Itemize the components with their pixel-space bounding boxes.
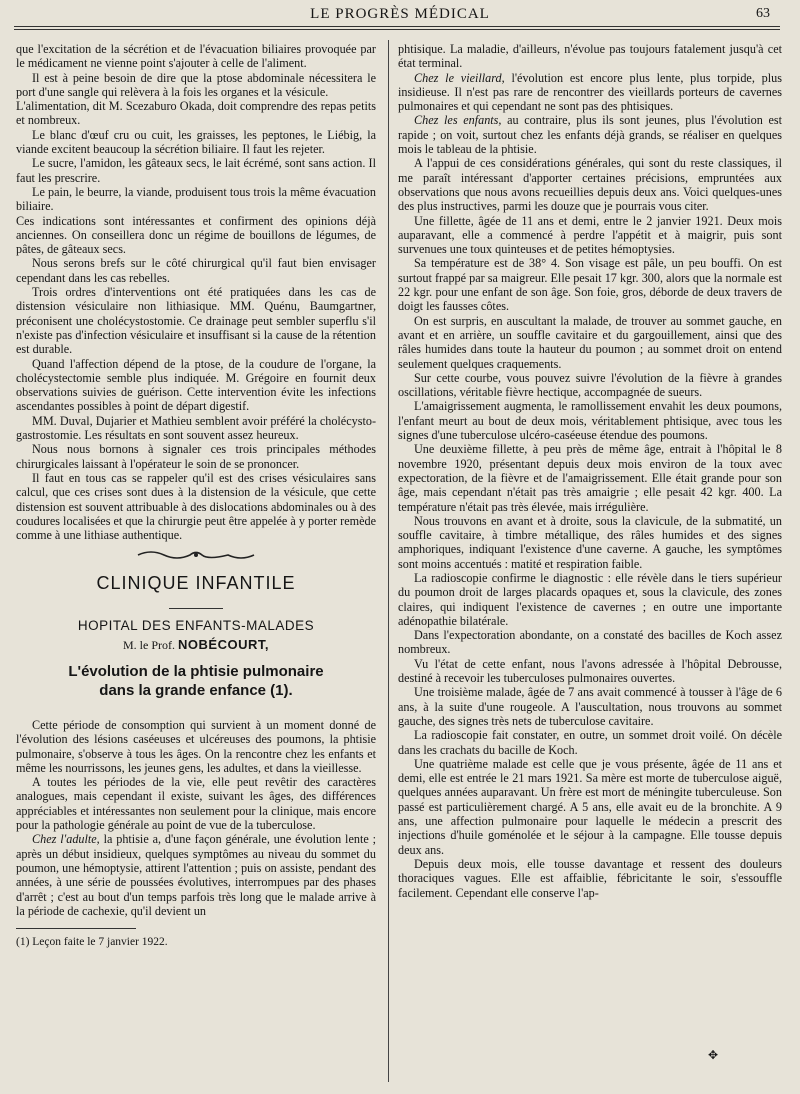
page-number: 63 (756, 6, 770, 21)
paragraph: A toutes les périodes de la vie, elle peut revêtir des caractères analogues, mais cependant il existe, suivant les âges, des différences appréciables et intéressantes non seulement pour la clinique, mais encore pour la pathologie générale au point de vue de la tuberculose. (16, 775, 376, 833)
right-column (398, 42, 782, 900)
author-line (16, 638, 376, 652)
paragraph: Ces indications sont intéressantes et confirment des opinions déjà anciennes. On conseillera donc un régime de bouillons de légumes, de pâtes, de gâteaux secs. (16, 213, 376, 257)
article-title-line: L'évolution de la phtisie pulmonaire (68, 662, 324, 680)
paragraph (398, 113, 782, 156)
footnote: (1) Leçon faite le 7 janvier 1922. (16, 936, 168, 949)
paragraph (16, 832, 376, 918)
paragraph: Quand l'affection dépend de la ptose, de la coudure de l'organe, la cholécystectomie semble plus indiquée. M. Grégoire en fournit deux observations suivies de guérison. Cette intervention évite les infections ascendantes possibles à point de départ digestif. (16, 356, 376, 414)
paragraph: Nous nous bornons à signaler ces trois principales méthodes chirurgicales laissant à l'opérateur le soin de se prononcer. (16, 442, 376, 471)
paragraph: Vu l'état de cette enfant, nous l'avons adressée à l'hôpital Debrousse, destiné à recevoir les tuberculoses pulmonaires ouvertes. (398, 656, 782, 686)
paragraph: Une fillette, âgée de 11 ans et demi, entre le 2 janvier 1921. Deux mois auparavant, elle a commencé à perdre l'appétit et à maigrir, puis sont survenues une toux quinteuses et de petites hémoptysies. (398, 213, 782, 257)
italic-lead: Chez les enfants, (414, 113, 502, 128)
paragraph: Trois ordres d'interventions ont été pratiquées dans les cas de distension vésiculaire non lithiasique. MM. Quénu, Baumgartner, préconisent une cholécystostomie. Ce drainage peut sembler superflu s'il n'existe pas d'infection vésiculaire et insuffisant si la cause de la rétention est durable. (16, 285, 376, 357)
left-column (16, 42, 376, 949)
header-rule (14, 26, 780, 30)
paragraph: que l'excitation de la sécrétion et de l'évacuation biliaires provoquée par le médicament ne vienne point s'ajouter à celle de l'aliment. (16, 42, 376, 71)
paragraph: MM. Duval, Dujarier et Mathieu semblent avoir préféré la cholécysto-gastrostomie. Les résultats en sont souvent assez heureux. (16, 413, 376, 443)
paragraph: La radioscopie confirme le diagnostic : elle révèle dans le tiers supérieur du poumon droit de larges placards opaques et, sous la clavicule, des zones claires, qui indiquent l'existence de cavernes ; en outre une importante adénopathie bilatérale. (398, 570, 782, 628)
paragraph: Il faut en tous cas se rappeler qu'il est des crises vésiculaires sans calcul, que ces crises sont dues à la distension de la vésicule, que cette distension est souvent attribuable à des dislocations abdominales ou à des coudures localisées et que la chirurgie peut être appelée à y porter remède comme à une lithiase authentique. (16, 470, 376, 543)
section-rule (169, 608, 223, 609)
italic-lead: Chez le vieillard, (414, 70, 505, 85)
journal-title: LE PROGRÈS MÉDICAL (310, 6, 490, 22)
paragraph-text: au contraire, plus ils sont jeunes, plus l'évolution est rapide ; on voit, surtout chez les enfants déjà grands, se réaliser en quelques mois le tableau de la phtisie. (398, 113, 782, 157)
article-title-line: dans la grande enfance (1). (99, 681, 293, 699)
author-prefix: M. le Prof. (123, 637, 176, 652)
paragraph: Nous trouvons en avant et à droite, sous la clavicule, de la submatité, un souffle cavitaire, à timbre métallique, des râles humides et des signes amphoriques, indiquant l'existence d'une caverne. A gauche, les symptômes sont moins accentués : matité et respiration faible. (398, 513, 782, 571)
paragraph: A l'appui de ces considérations générales, qui sont du reste classiques, il me paraît intéressant d'apporter certaines précisions, empruntées aux observations que nous avons recueillies depuis deux ans. Voici quelques-unes des plus instructives, parmi les douze que je pourrais vous citer. (398, 156, 782, 214)
hospital-name: HOPITAL DES ENFANTS-MALADES (77, 618, 315, 634)
author-name: NOBÉCOURT, (178, 636, 269, 652)
paragraph: Depuis deux mois, elle tousse davantage et ressent des douleurs thoraciques vagues. Elle est affaiblie, fébricitante le soir, s'essouffle facilement. Cependant elle conserve l'ap- (398, 856, 782, 900)
paragraph: L'alimentation, dit M. Scezaburo Okada, doit comprendre des repas petits et nombreux. (16, 99, 376, 128)
paragraph: Une troisième malade, âgée de 7 ans avait commencé à tousser à l'âge de 6 ans, à la suite d'une rougeole. A l'auscultation, nous trouvons au sommet gauche, des signes très nets de tuberculose cavitaire. (398, 685, 782, 728)
running-header (0, 6, 800, 26)
end-mark: ✥ (708, 1048, 719, 1062)
article-title (16, 662, 376, 700)
paragraph: Il est à peine besoin de dire que la ptose abdominale nécessitera le port d'une sangle qui relèvera à la fois les organes et la vésicule. (16, 70, 376, 99)
paragraph: Dans l'expectoration abondante, on a constaté des bacilles de Koch assez nombreux. (398, 628, 782, 657)
footnote-rule (16, 928, 136, 929)
paragraph: On est surpris, en auscultant la malade, de trouver au sommet gauche, en avant et en arrière, un souffle cavitaire et du gargouillement, ainsi que des râles humides dans toute la hauteur du poumon ; au sommet droit on entend seulement quelques craquements. (398, 313, 782, 371)
paragraph: Une deuxième fillette, à peu près de même âge, entrait à l'hôpital le 8 novembre 1920, présentant depuis deux mois environ de la toux avec expectoration, de la fièvre et de l'amaigrissement. Elle était grande pour son âge, mais cependant n'était pas très amaigrie ; elle pesait 42 kgr. 400. La température n'était pas très élevée, mais irrégulière. (398, 442, 782, 514)
paragraph: L'amaigrissement augmenta, le ramollissement envahit les deux poumons, l'enfant meurt au bout de deux mois, véritablement phtisique, avec tous les signes d'une tuberculose ulcéro-caséeuse étendue des poumons. (398, 399, 782, 443)
section-ornament (16, 548, 376, 564)
paragraph: Cette période de consomption qui survient à un moment donné de l'évolution des lésions caséeuses et ulcéreuses des poumons, la phtisie pulmonaire, s'observe à tous les âges. On la rencontre chez les enfants et même les nourrissons, les jeunes gens, les adultes, et dans la vieillesse. (16, 717, 376, 775)
column-divider (388, 40, 389, 1082)
paragraph-text: la phtisie a, d'une façon générale, une évolution lente ; après un début insidieux, quelques symptômes au niveau du sommet du poumon, une hémoptysie, attirent l'attention ; puis on assiste, pendant des années, à une série de poussées évolutives, interrompues par des phases d'arrêt ; c'est au bout d'un temps parfois très long que le malade arrive à la période de cachexie, qu'il devient un (16, 832, 376, 918)
paragraph: Le sucre, l'amidon, les gâteaux secs, le lait écrémé, sont sans action. Il faut les prescrire. (16, 156, 376, 185)
paragraph: Nous serons brefs sur le côté chirurgical qu'il faut bien envisager cependant dans les cas rebelles. (16, 256, 376, 285)
paragraph: Sa température est de 38° 4. Son visage est pâle, un peu bouffi. On est surtout frappé par sa maigreur. Elle pesait 17 kgr. 300, alors que la normale est 22 kgr. pour une enfant de son âge. Son foie, gros, déborde de deux travers de doigt les fausses côtes. (398, 256, 782, 314)
paragraph-text: l'évolution est encore plus lente, plus torpide, plus insidieuse. Il n'est pas rare de rencontrer des vieillards porteurs de cavernes pulmonaires et qui cependant ne sont pas des phtisiques. (398, 70, 782, 114)
italic-lead: Chez l'adulte, (32, 832, 100, 847)
paragraph (398, 71, 782, 114)
paragraph: Le blanc d'œuf cru ou cuit, les graisses, les peptones, le Liébig, la viande excitent beaucoup la sécrétion biliaire. Il faut les rejeter. (16, 127, 376, 157)
paragraph: Le pain, le beurre, la viande, produisent tous trois la même évacuation biliaire. (16, 184, 376, 214)
section-title: CLINIQUE INFANTILE (96, 573, 296, 594)
paragraph: Sur cette courbe, vous pouvez suivre l'évolution de la fièvre à grandes oscillations, véritable fièvre hectique, accompagnée de sueurs. (398, 370, 782, 400)
paragraph: phtisique. La maladie, d'ailleurs, n'évolue pas toujours fatalement jusqu'à cet état terminal. (398, 42, 782, 71)
paragraph: Une quatrième malade est celle que je vous présente, âgée de 11 ans et demi, elle est entrée le 21 mars 1921. Sa mère est morte de tuberculose aiguë, quelques années auparavant. Un frère est mort de méningite tuberculeuse. Son passé est particulièrement chargé. A 5 ans, elle avait eu de la bronchite. A 9 ans, une affection pulmonaire pour laquelle le médecin a prescrit des injections d'huile goménolée et le séjour à la campagne. Elle tousse depuis deux ans. (398, 756, 782, 857)
paragraph: La radioscopie fait constater, en outre, un sommet droit voilé. On décèle dans les crachats du bacille de Koch. (398, 728, 782, 757)
